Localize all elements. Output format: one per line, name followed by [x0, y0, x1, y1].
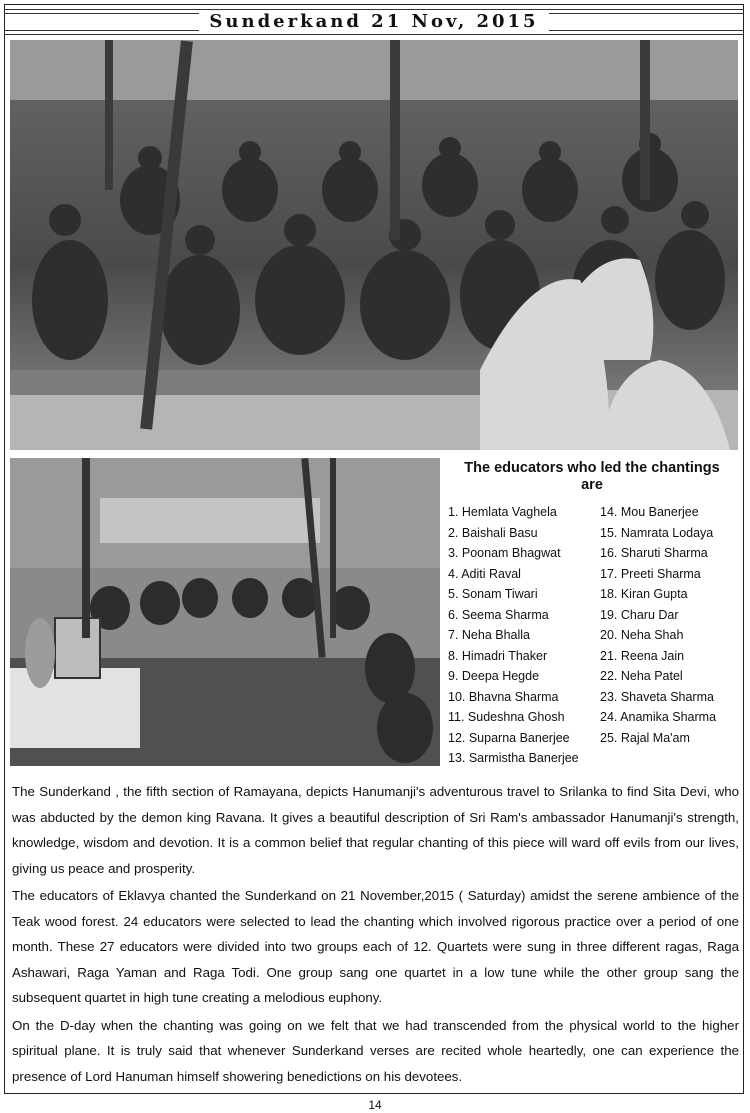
article-paragraph: The Sunderkand , the fifth section of Ramayana, depicts Hanumanji's adventurous travel to Srilanka to find Sita Devi, who was abducted by the demon king Ravana. It gives a beautiful description of Sri Ram's ambassador Hanumanji's strength, knowledge, wisdom and devotion. It is a common belief that regular chanting of this piece will ward off evils from our lives, giving us peace and prosperity. [12, 784, 739, 876]
educator-list-item: 4. Aditi Raval [448, 566, 521, 581]
educator-list-item: 21. Reena Jain [600, 648, 685, 663]
educator-list-item: 5. Sonam Tiwari [448, 587, 538, 601]
educator-list-item: 19. Charu Dar [600, 607, 679, 622]
educator-list-item: 25. Rajal Ma'am [600, 730, 690, 745]
educator-list-item: 16. Sharuti Sharma [600, 546, 708, 560]
educators-column-1 [448, 502, 579, 769]
educator-list-item: 7. Neha Bhalla [448, 628, 531, 642]
article-paragraph: On the D-day when the chanting was going on we felt that we had transcended from the physical world to the higher spiritual plane. It is truly said that whenever Sunderkand verses are recited whole heartedly, one can experience the presence of Lord Hanuman himself showering benedictions on his devotees. [12, 1017, 739, 1084]
educator-list-item: 1. Hemlata Vaghela [448, 505, 557, 519]
educator-list-item: 11. Sudeshna Ghosh [448, 710, 565, 724]
educator-list-item: 15. Namrata Lodaya [600, 525, 714, 540]
educator-list-item: 20. Neha Shah [600, 628, 684, 642]
educators-heading: The educators who led the chantings are [464, 460, 720, 493]
educator-list-item: 6. Seema Sharma [448, 607, 549, 622]
article-paragraph: The educators of Eklavya chanted the Sunderkand on 21 November,2015 ( Saturday) amidst the serene ambience of the Teak wood forest. 24 educators were selected to lead the chanting which involved rigorous practice over a period of one month. These 27 educators were divided into two groups each of 12. Quartets were sung in three different ragas, Raga Ashawari, Raga Yaman and Raga Todi. One group sang one quartet in a low tune while the other group sang the subsequent quartet in high tune creating a melodious euphony. [12, 888, 739, 1005]
page-number: 14 [368, 1098, 382, 1112]
educator-list-item: 12. Suparna Banerjee [448, 730, 570, 745]
page-title: Sunderkand 21 Nov, 2015 [199, 11, 548, 32]
educator-list-item: 14. Mou Banerjee [600, 505, 699, 519]
educator-list-item: 23. Shaveta Sharma [600, 689, 714, 704]
group-chanting-photo [10, 40, 738, 450]
educator-list-item: 24. Anamika Sharma [600, 710, 717, 724]
educator-list-item: 2. Baishali Basu [448, 525, 538, 540]
educators-column-2 [600, 502, 716, 748]
educator-list-item: 18. Kiran Gupta [600, 587, 688, 601]
article-body [12, 779, 739, 1091]
outdoor-altar-chanting-photo [10, 458, 440, 766]
educator-list-item: 3. Poonam Bhagwat [448, 546, 561, 560]
educator-list-item: 17. Preeti Sharma [600, 566, 701, 581]
educator-list-item: 22. Neha Patel [600, 669, 683, 683]
educator-list-item: 13. Sarmistha Banerjee [448, 751, 579, 765]
title-bar [4, 7, 744, 37]
educator-list-item: 10. Bhavna Sharma [448, 689, 559, 704]
educator-list-item: 8. Himadri Thaker [448, 648, 548, 663]
educator-list-item: 9. Deepa Hegde [448, 669, 540, 683]
